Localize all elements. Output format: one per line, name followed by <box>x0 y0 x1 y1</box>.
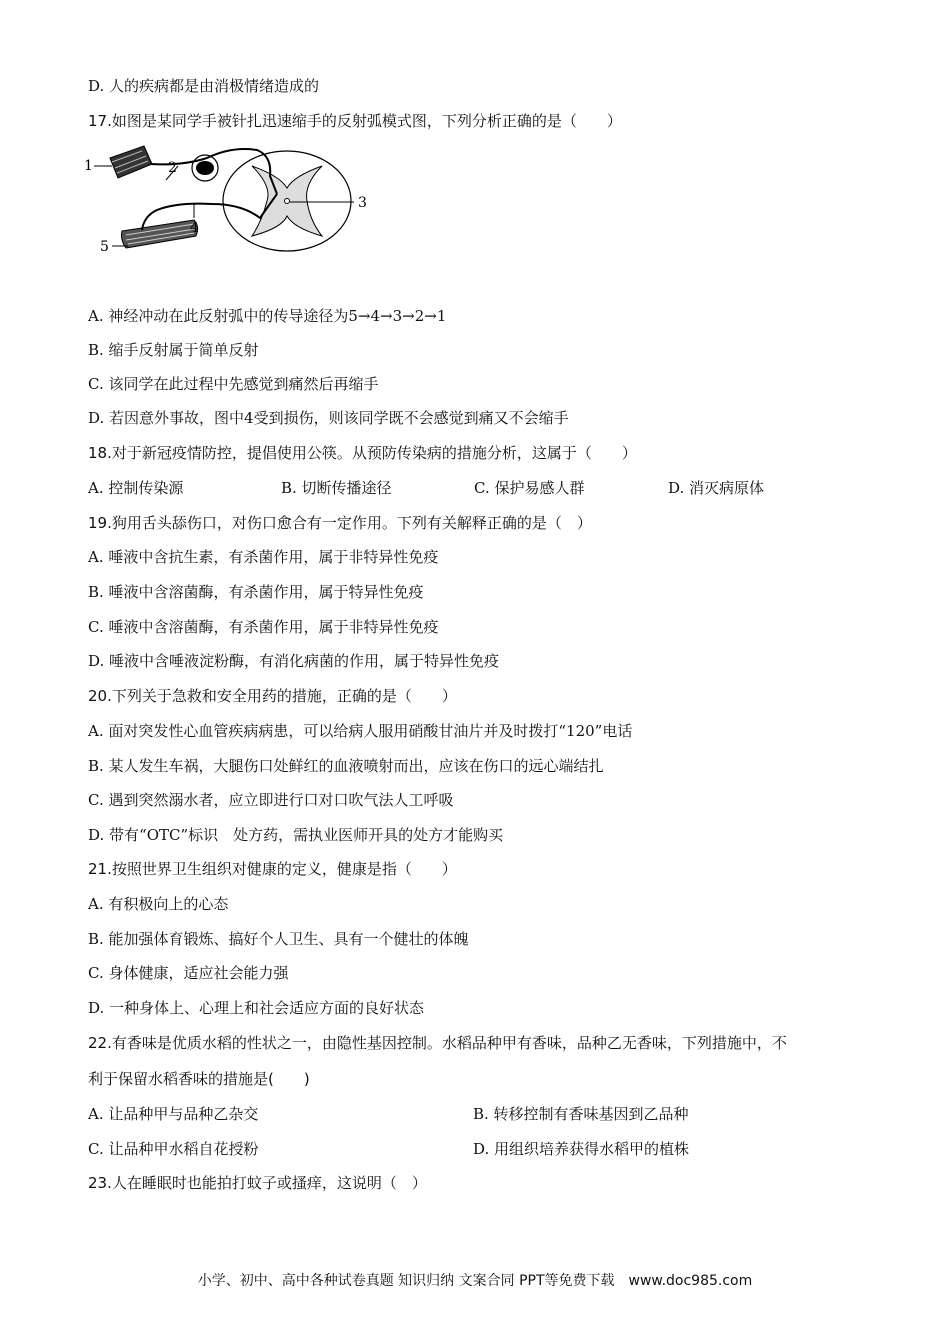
q22-option-b: B. 转移控制有香味基因到乙品种 <box>473 1105 689 1123</box>
q18-option-b: B. 切断传播途径 <box>281 479 392 497</box>
q20-option-d: D. 带有“OTC”标识 处方药，需执业医师开具的处方才能购买 <box>88 826 504 844</box>
q23-stem: 23.人在睡眠时也能拍打蚊子或搔痒，这说明（ ） <box>88 1174 427 1192</box>
q22-option-d: D. 用组织培养获得水稻甲的植株 <box>473 1140 690 1158</box>
q19-option-c: C. 唾液中含溶菌酶，有杀菌作用，属于非特异性免疫 <box>88 618 439 636</box>
q21-stem: 21.按照世界卫生组织对健康的定义，健康是指（ ） <box>88 860 457 878</box>
q22-option-c: C. 让品种甲水稻自花授粉 <box>88 1140 259 1158</box>
label-1: 1 <box>84 158 93 174</box>
q22-stem-line2: 利于保留水稻香味的措施是( ) <box>88 1070 310 1088</box>
q17-option-d: D. 若因意外事故，图中4受到损伤，则该同学既不会感觉到痛又不会缩手 <box>88 409 569 427</box>
label-5: 5 <box>100 239 109 255</box>
q21-option-d: D. 一种身体上、心理上和社会适应方面的良好状态 <box>88 999 425 1017</box>
q22-option-a: A. 让品种甲与品种乙杂交 <box>88 1105 259 1123</box>
receptor-skin-block <box>110 146 152 178</box>
q17-option-b: B. 缩手反射属于简单反射 <box>88 341 259 359</box>
q16-option-d: D. 人的疾病都是由消极情绪造成的 <box>88 77 320 95</box>
page-footer: 小学、初中、高中各种试卷真题 知识归纳 文案合同 PPT等免费下载 www.doc985.com <box>197 1273 753 1289</box>
q20-option-c: C. 遇到突然溺水者，应立即进行口对口吹气法人工呼吸 <box>88 791 454 809</box>
q21-option-a: A. 有积极向上的心态 <box>88 895 229 913</box>
q17-option-c: C. 该同学在此过程中先感觉到痛然后再缩手 <box>88 375 379 393</box>
label-3: 3 <box>358 195 367 211</box>
spinal-cord <box>223 151 351 251</box>
reflex-arc-diagram <box>82 136 382 266</box>
q20-option-a: A. 面对突发性心血管疾病病患，可以给病人服用硝酸甘油片并及时拨打“120”电话 <box>88 722 633 740</box>
q19-option-d: D. 唾液中含唾液淀粉酶，有消化病菌的作用，属于特异性免疫 <box>88 652 500 670</box>
q20-option-b: B. 某人发生车祸，大腿伤口处鲜红的血液喷射而出，应该在伤口的远心端结扎 <box>88 757 604 775</box>
label-4: 4 <box>190 220 199 236</box>
q19-stem: 19.狗用舌头舔伤口，对伤口愈合有一定作用。下列有关解释正确的是（ ） <box>88 514 592 532</box>
q17-option-a: A. 神经冲动在此反射弧中的传导途径为5→4→3→2→1 <box>88 307 447 325</box>
q17-stem: 17.如图是某同学手被针扎迅速缩手的反射弧模式图，下列分析正确的是（ ） <box>88 112 622 130</box>
q21-option-b: B. 能加强体育锻炼、搞好个人卫生、具有一个健壮的体魄 <box>88 930 469 948</box>
q20-stem: 20.下列关于急救和安全用药的措施，正确的是（ ） <box>88 687 457 705</box>
q22-stem-line1: 22.有香味是优质水稻的性状之一，由隐性基因控制。水稻品种甲有香味，品种乙无香味，下列措施中，不 <box>88 1034 787 1052</box>
q18-option-c: C. 保护易感人群 <box>474 479 585 497</box>
q19-option-a: A. 唾液中含抗生素，有杀菌作用，属于非特异性免疫 <box>88 548 439 566</box>
q18-option-d: D. 消灭病原体 <box>668 479 765 497</box>
ganglion <box>196 161 214 175</box>
q18-stem: 18.对于新冠疫情防控，提倡使用公筷。从预防传染病的措施分析，这属于（ ） <box>88 444 637 462</box>
label-2: 2 <box>168 160 177 176</box>
q19-option-b: B. 唾液中含溶菌酶，有杀菌作用，属于特异性免疫 <box>88 583 424 601</box>
effector-muscle <box>122 220 198 248</box>
q18-option-a: A. 控制传染源 <box>88 479 184 497</box>
q21-option-c: C. 身体健康，适应社会能力强 <box>88 964 289 982</box>
